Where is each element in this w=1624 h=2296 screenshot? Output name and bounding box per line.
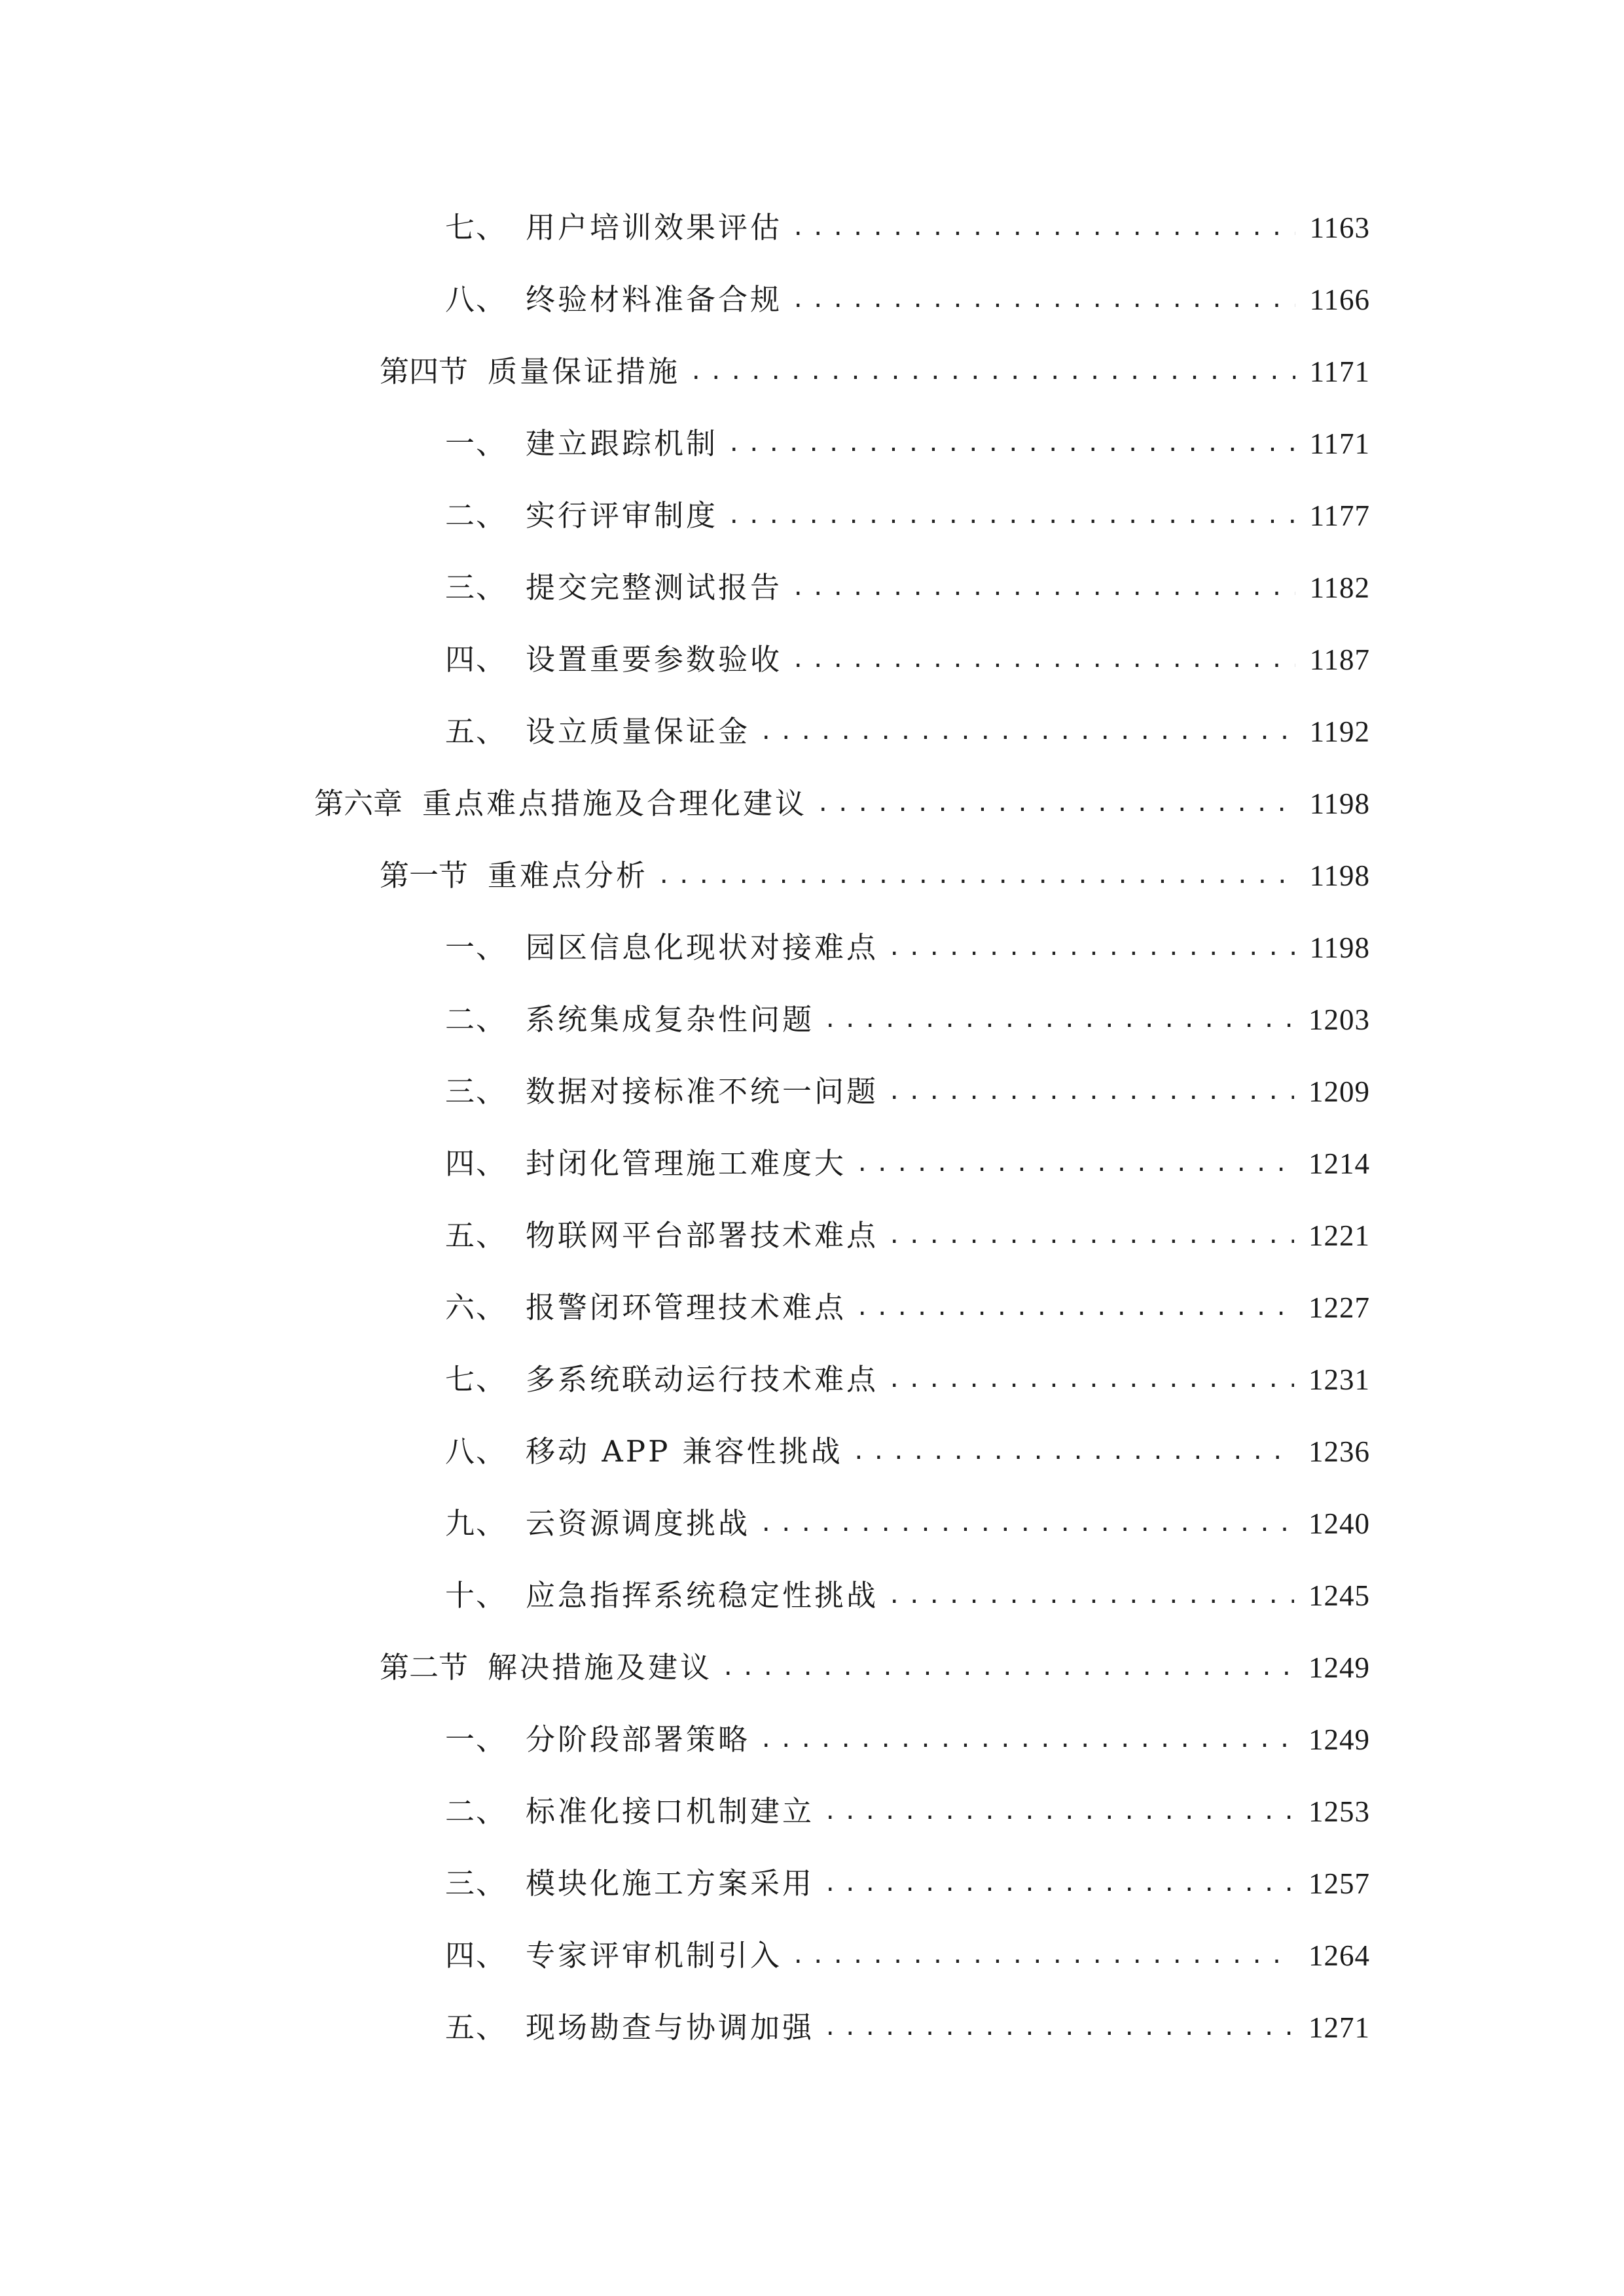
toc-dot-leader [856,1138,1294,1190]
toc-dot-leader [721,1641,1294,1694]
toc-entry-page: 1163 [1309,211,1370,244]
toc-entry-title: 分阶段部署策略 [526,1722,751,1757]
toc-entry[interactable] [445,1713,1370,1766]
toc-entry-title: 现场勘查与协调加强 [526,2010,815,2045]
toc-entry-title: 建立跟踪机制 [526,426,719,461]
toc-entry-page: 1198 [1309,931,1370,964]
toc-entry-title: 报警闭环管理技术难点 [526,1290,847,1325]
toc-entry-number: 三、 [445,1866,507,1901]
toc-entry-title: 物联网平台部署技术难点 [526,1218,879,1253]
toc-entry-number: 二、 [445,1794,507,1829]
toc-dot-leader [888,1570,1294,1622]
toc-entry-number: 一、 [445,930,507,965]
toc-entry[interactable] [445,634,1370,686]
toc-entry-title: 设立质量保证金 [526,714,751,749]
toc-dot-leader [759,1498,1294,1550]
toc-entry-number: 六、 [445,1290,507,1325]
toc-dot-leader [791,202,1295,254]
toc-dot-leader [727,418,1295,470]
toc-entry[interactable] [445,418,1370,470]
toc-dot-leader [689,346,1295,398]
toc-entry-number: 四、 [445,1146,507,1181]
toc-dot-leader [856,1282,1294,1334]
toc-entry-title: 系统集成复杂性问题 [526,1002,815,1037]
toc-entry-number: 四、 [445,1938,507,1973]
toc-dot-leader [759,706,1295,758]
toc-entry-page: 1177 [1309,499,1370,532]
toc-entry-title: 设置重要参数验收 [526,642,783,677]
toc-entry-number: 二、 [445,498,507,533]
toc-dot-leader [888,1354,1294,1406]
toc-entry-page: 1245 [1308,1579,1370,1612]
toc-entry-title: 终验材料准备合规 [526,282,783,317]
toc-entry-number: 八、 [445,1434,507,1469]
toc-dot-leader [657,850,1295,902]
toc-entry[interactable] [380,1641,1370,1694]
toc-dot-leader [791,562,1295,614]
toc-entry-page: 1240 [1308,1507,1370,1540]
toc-dot-leader [852,1426,1294,1478]
toc-entry-title: 提交完整测试报告 [526,570,783,605]
toc-entry[interactable] [445,562,1370,614]
toc-entry-number: 七、 [445,1362,507,1397]
toc-entry-title: 模块化施工方案采用 [526,1866,815,1901]
toc-entry-page: 1182 [1309,571,1370,604]
toc-entry-number: 第二节 [380,1650,469,1685]
toc-entry-number: 九、 [445,1506,507,1541]
toc-entry[interactable] [445,1498,1370,1550]
toc-entry-title: 重难点分析 [488,858,649,893]
toc-dot-leader [791,274,1295,326]
toc-entry-page: 1236 [1308,1435,1370,1468]
toc-entry-page: 1249 [1308,1723,1370,1756]
toc-entry[interactable] [445,1857,1370,1910]
toc-dot-leader [823,2001,1294,2054]
toc-dot-leader [823,1785,1294,1838]
toc-entry-title: 实行评审制度 [526,498,719,533]
toc-entry[interactable] [445,2001,1370,2054]
toc-entry-page: 1249 [1308,1651,1370,1684]
toc-entry-number: 二、 [445,1002,507,1037]
toc-entry[interactable] [445,202,1370,254]
toc-entry-page: 1198 [1309,859,1370,892]
toc-entry-number: 一、 [445,426,507,461]
toc-entry-title: 云资源调度挑战 [526,1506,751,1541]
toc-entry-page: 1253 [1308,1795,1370,1828]
toc-entry[interactable] [445,994,1370,1046]
toc-dot-leader [816,778,1295,830]
toc-entry[interactable] [445,1426,1370,1478]
toc-entry[interactable] [445,1929,1370,1982]
toc-entry-number: 八、 [445,282,507,317]
toc-entry-title: 专家评审机制引入 [526,1938,783,1973]
toc-entry[interactable] [445,1138,1370,1190]
toc-entry-number: 第一节 [380,858,469,893]
toc-entry[interactable] [445,922,1370,974]
toc-entry-page: 1231 [1308,1363,1370,1396]
toc-entry-title: 多系统联动运行技术难点 [526,1362,879,1397]
toc-entry-page: 1257 [1308,1867,1370,1900]
toc-entry[interactable] [445,706,1370,758]
toc-entry[interactable] [445,1066,1370,1118]
toc-entry-page: 1203 [1308,1003,1370,1036]
toc-entry-page: 1209 [1308,1075,1370,1108]
toc-entry-page: 1198 [1309,787,1370,820]
toc-entry-number: 五、 [445,2010,507,2045]
toc-entry[interactable] [445,1354,1370,1406]
toc-entry[interactable] [445,1282,1370,1334]
toc-dot-leader [791,634,1295,686]
toc-entry[interactable] [445,274,1370,326]
toc-entry[interactable] [445,490,1370,542]
toc-entry-title: 园区信息化现状对接难点 [526,930,879,965]
toc-entry-number: 第四节 [380,354,469,389]
toc-entry-title: 质量保证措施 [488,354,681,389]
toc-dot-leader [888,1210,1294,1262]
toc-entry-title: 应急指挥系统稳定性挑战 [526,1578,879,1613]
toc-entry[interactable] [445,1570,1370,1622]
toc-entry-title: 重点难点措施及合理化建议 [422,786,808,821]
toc-entry-page: 1192 [1309,715,1370,748]
toc-entry-number: 七、 [445,210,507,245]
toc-entry-title: 解决措施及建议 [488,1650,713,1685]
toc-entry-title: 数据对接标准不统一问题 [526,1074,879,1109]
toc-entry[interactable] [380,850,1370,902]
toc-entry-number: 十、 [445,1578,507,1613]
toc-entry-page: 1187 [1309,643,1370,676]
toc-entry[interactable] [380,346,1370,398]
toc-dot-leader [823,1857,1294,1910]
toc-entry-number: 四、 [445,642,507,677]
toc-entry[interactable] [445,1210,1370,1262]
toc-entry-number: 三、 [445,570,507,605]
toc-entry-page: 1171 [1309,427,1370,460]
toc-entry[interactable] [314,778,1370,830]
toc-entry-number: 三、 [445,1074,507,1109]
toc-entry-page: 1271 [1308,2011,1370,2044]
toc-entry-page: 1221 [1308,1219,1370,1252]
toc-entry[interactable] [445,1785,1370,1838]
toc-entry-number: 五、 [445,714,507,749]
toc-entry-title: 封闭化管理施工难度大 [526,1146,847,1181]
toc-entry-page: 1264 [1308,1939,1370,1972]
toc-dot-leader [888,1066,1294,1118]
toc-entry-number: 五、 [445,1218,507,1253]
toc-entry-page: 1227 [1308,1291,1370,1324]
toc-dot-leader [791,1929,1294,1982]
toc-dot-leader [823,994,1294,1046]
toc-dot-leader [727,490,1295,542]
toc-dot-leader [759,1713,1294,1766]
toc-entry-title: 标准化接口机制建立 [526,1794,815,1829]
toc-entry-number: 一、 [445,1722,507,1757]
toc-entry-page: 1166 [1309,283,1370,316]
toc-entry-page: 1171 [1309,355,1370,388]
toc-entry-title: 用户培训效果评估 [526,210,783,245]
toc-entry-number: 第六章 [314,786,403,821]
toc-dot-leader [888,922,1295,974]
toc-entry-title: 移动 APP 兼容性挑战 [526,1434,843,1469]
toc-entry-page: 1214 [1308,1147,1370,1180]
